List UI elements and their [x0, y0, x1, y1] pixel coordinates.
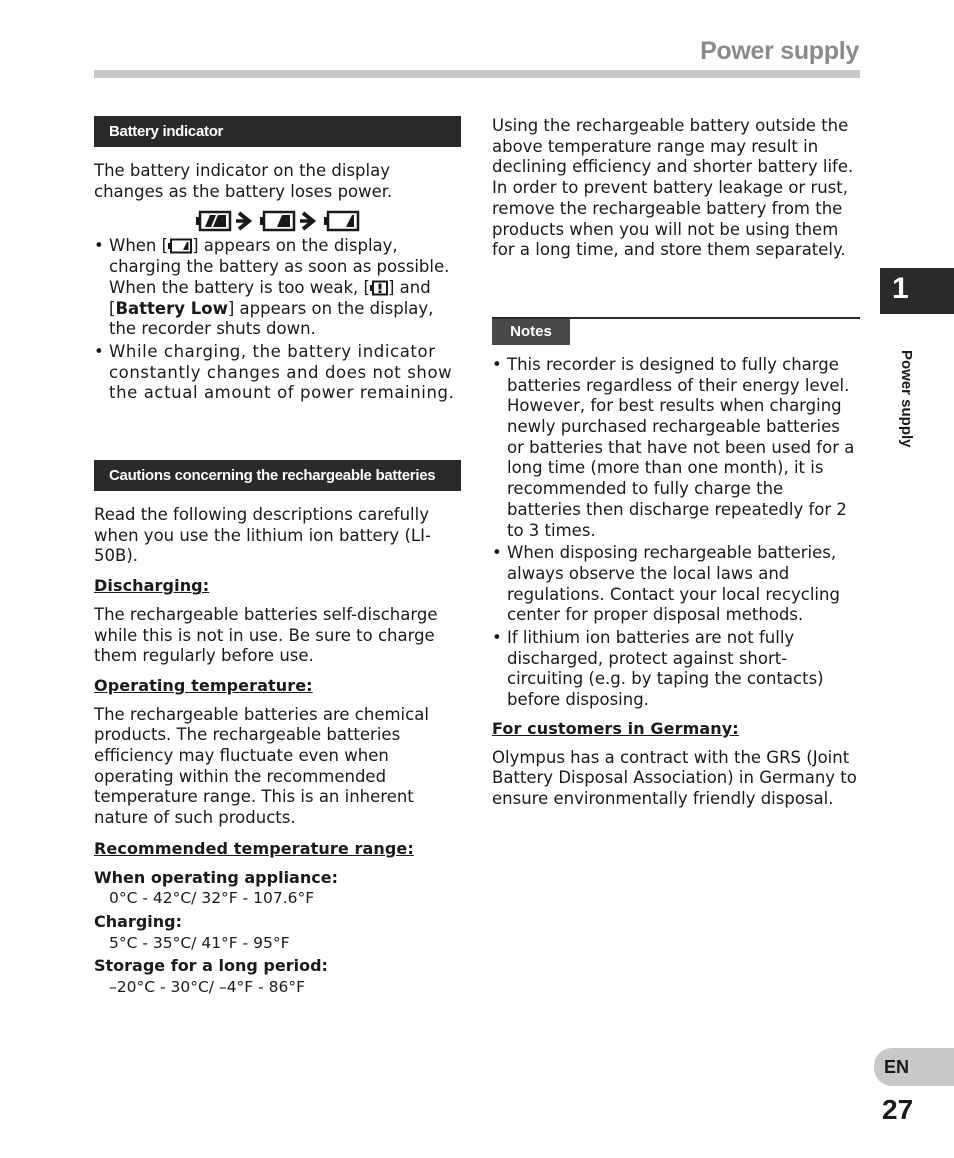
cautions-heading: Cautions concerning the rechargeable batteries [94, 460, 461, 491]
arrow-right-icon [300, 210, 320, 232]
germany-text: Olympus has a contract with the GRS (Joint Battery Disposal Association) in Germany to ensure environmentally friendly disposal. [492, 747, 857, 808]
range-value: –20°C - 30°C/ –4°F - 86°F [109, 978, 306, 997]
list-item: • When [ ] appears on the display, charging the battery as soon as possible. When the battery is too weak, [ ] and [Battery Low] appears on the display, the recorder shuts down. [94, 236, 461, 340]
list-item: • When disposing rechargeable batteries, always observe the local laws and regulations. Contact your local recycling center for proper disposal methods. [492, 543, 860, 626]
left-column [94, 116, 461, 1001]
list-item: • This recorder is designed to fully charge batteries regardless of their energy level. However, for best results when charging newly purchased rechargeable batteries or batteries that have not been used for a long time (more than one month), it is recommended to fully charge the batteries then discharge repeatedly for 2 to 3 times. [492, 355, 860, 541]
battery-empty-warning-icon [370, 280, 388, 296]
operating-temperature-text: The rechargeable batteries are chemical products. The rechargeable batteries efficiency may fluctuate even when operating within the recommended temperature range. This is an inherent nature of such products. [94, 704, 429, 828]
arrow-right-icon [236, 210, 256, 232]
battery-indicator-bullets [94, 236, 461, 404]
range-label: Charging: [94, 911, 182, 931]
temperature-range-heading: Recommended temperature range: [94, 838, 414, 858]
page-title: Power supply [700, 37, 859, 65]
battery-indicator-intro: The battery indicator on the display changes as the battery loses power. [94, 161, 393, 201]
language-label: EN [884, 1057, 910, 1077]
right-column [492, 116, 860, 810]
page-number: 27 [882, 1094, 914, 1125]
battery-low-icon [168, 238, 192, 254]
notes-list [492, 355, 860, 711]
notes-header [492, 317, 860, 345]
range-value: 0°C - 42°C/ 32°F - 107.6°F [109, 889, 315, 908]
chapter-label: Power supply [898, 350, 915, 448]
range-label: When operating appliance: [94, 867, 338, 887]
range-label: Storage for a long period: [94, 956, 328, 976]
battery-indicator-heading: Battery indicator [94, 116, 461, 147]
chapter-number: 1 [892, 272, 909, 305]
discharging-heading: Discharging: [94, 576, 210, 596]
storage-paragraph: Using the rechargeable battery outside the above temperature range may result in declining efficiency and shorter battery life. In order to prevent battery leakage or rust, remove the rechargeable battery from the products when you will not be using them for a long time, and store them separately. [492, 116, 854, 260]
list-item: • While charging, the battery indicator constantly changes and does not show the actual amount of power remaining. [94, 342, 461, 404]
discharging-text: The rechargeable batteries self-discharge while this is not in use. Be sure to charge them regularly before use. [94, 604, 438, 666]
notes-label: Notes [492, 319, 570, 345]
battery-sequence [94, 209, 461, 233]
list-item: • If lithium ion batteries are not fully discharged, protect against short-circuiting (e.g. by taping the contacts) before disposing. [492, 628, 860, 711]
battery-half-icon [260, 210, 296, 232]
germany-heading: For customers in Germany: [492, 718, 739, 738]
cautions-intro: Read the following descriptions carefully when you use the lithium ion battery (LI-50B). [94, 505, 431, 566]
battery-low-icon [324, 210, 360, 232]
range-value: 5°C - 35°C/ 41°F - 95°F [109, 933, 290, 952]
operating-temperature-heading: Operating temperature: [94, 675, 313, 695]
title-rule [94, 70, 860, 78]
battery-full-icon [196, 210, 232, 232]
